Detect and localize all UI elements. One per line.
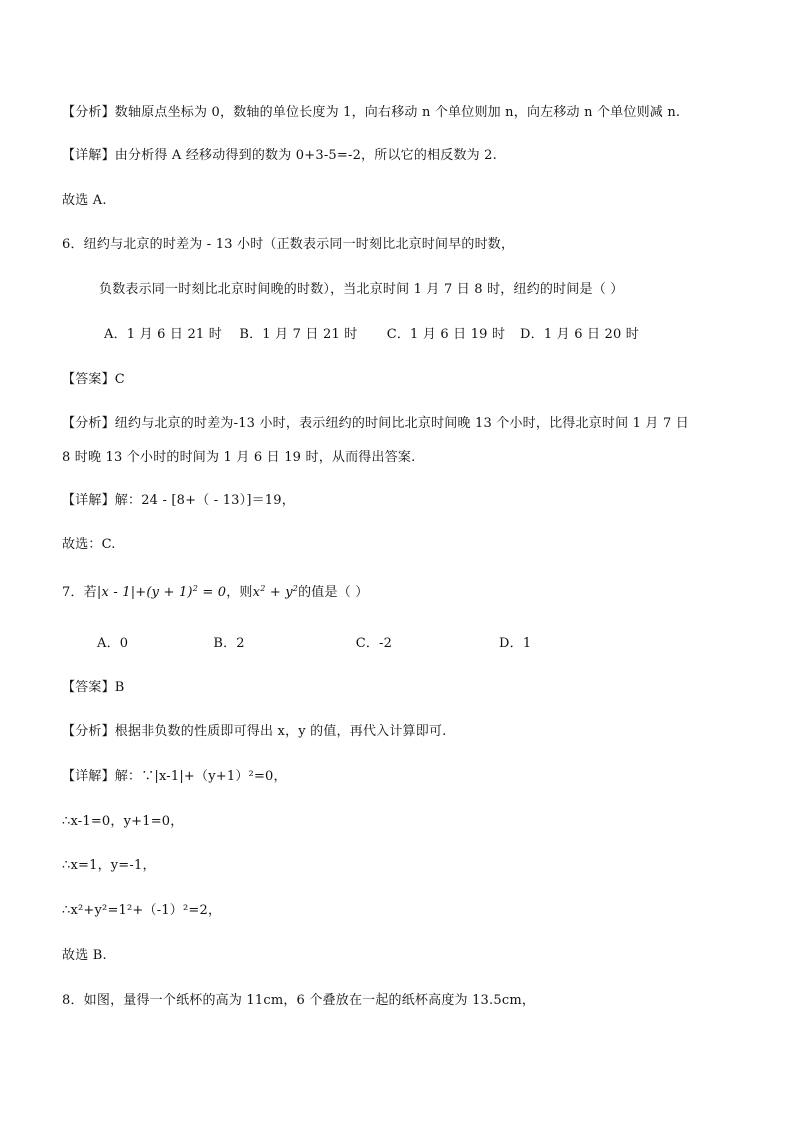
q7-step3: ∴x²+y²=1²+（-1）²=2， [62,903,222,918]
q7-option-c: C．-2 [355,636,393,651]
q6-option-c: C．1 月 6 日 19 时 [386,327,506,342]
q6-analysis-line1: 【分析】纽约与北京的时差为-13 小时，表示纽约的时间比北京时间晚 13 个小时，比得北京时间 1 月 7 日 [62,416,689,431]
q6-option-d: D．1 月 6 日 20 时 [520,327,639,342]
q7-conclusion: 故选 B. [62,948,107,963]
q6-stem-line1: 6．纽约与北京的时差为 - 13 小时（正数表示同一时刻比北京时间早的时数， [62,237,515,252]
q7-detail: 【详解】解：∵|x-1|+（y+1）²=0， [62,769,287,784]
q7-formula-abs: $|x - 1|+(y + 1)^2 = 0$ [96,584,227,600]
q7-option-d: D．1 [499,636,532,651]
q7-analysis: 【分析】根据非负数的性质即可得出 x，y 的值，再代入计算即可. [62,724,447,739]
q5-conclusion: 故选 A. [62,193,107,208]
q6-detail: 【详解】解：24 - [8+（ - 13）]＝19， [62,493,295,508]
q6-answer: 【答案】C [62,372,125,387]
q8-stem: 8．如图，量得一个纸杯的高为 11cm，6 个叠放在一起的纸杯高度为 13.5cm， [62,993,536,1008]
q6-conclusion: 故选：C. [62,537,116,552]
q6-option-a: A．1 月 6 日 21 时 [104,327,222,342]
q7-stem-prefix: 7．若 [62,585,97,600]
q7-option-b: B．2 [213,636,245,651]
q7-stem-mid: ，则 [226,585,253,600]
q7-options [97,635,531,653]
q7-stem [62,584,368,603]
q7-formula-sum: $x^2 + y^2$ [252,584,299,600]
q7-answer: 【答案】B [62,680,125,695]
q6-analysis-line2: 8 时晚 13 个小时的时间为 1 月 6 日 19 时，从而得出答案. [62,450,416,465]
q7-step2: ∴x=1，y=-1， [62,858,156,873]
q7-stem-suffix: 的值是（ ） [298,585,369,600]
q6-options [104,326,639,344]
q7-option-a: A．0 [97,636,129,651]
q6-stem-line2: 负数表示同一时刻比北京时间晚的时数），当北京时间 1 月 7 日 8 时，纽约的时间是（ ） [99,282,624,297]
q5-analysis: 【分析】数轴原点坐标为 0，数轴的单位长度为 1，向右移动 n 个单位则加 n，向左移动 n 个单位则减 n. [62,105,681,120]
q5-detail: 【详解】由分析得 A 经移动得到的数为 0+3-5=-2，所以它的相反数为 2. [62,148,497,163]
q6-option-b: B．1 月 7 日 21 时 [239,327,358,342]
q7-step1: ∴x-1=0，y+1=0， [62,814,184,829]
